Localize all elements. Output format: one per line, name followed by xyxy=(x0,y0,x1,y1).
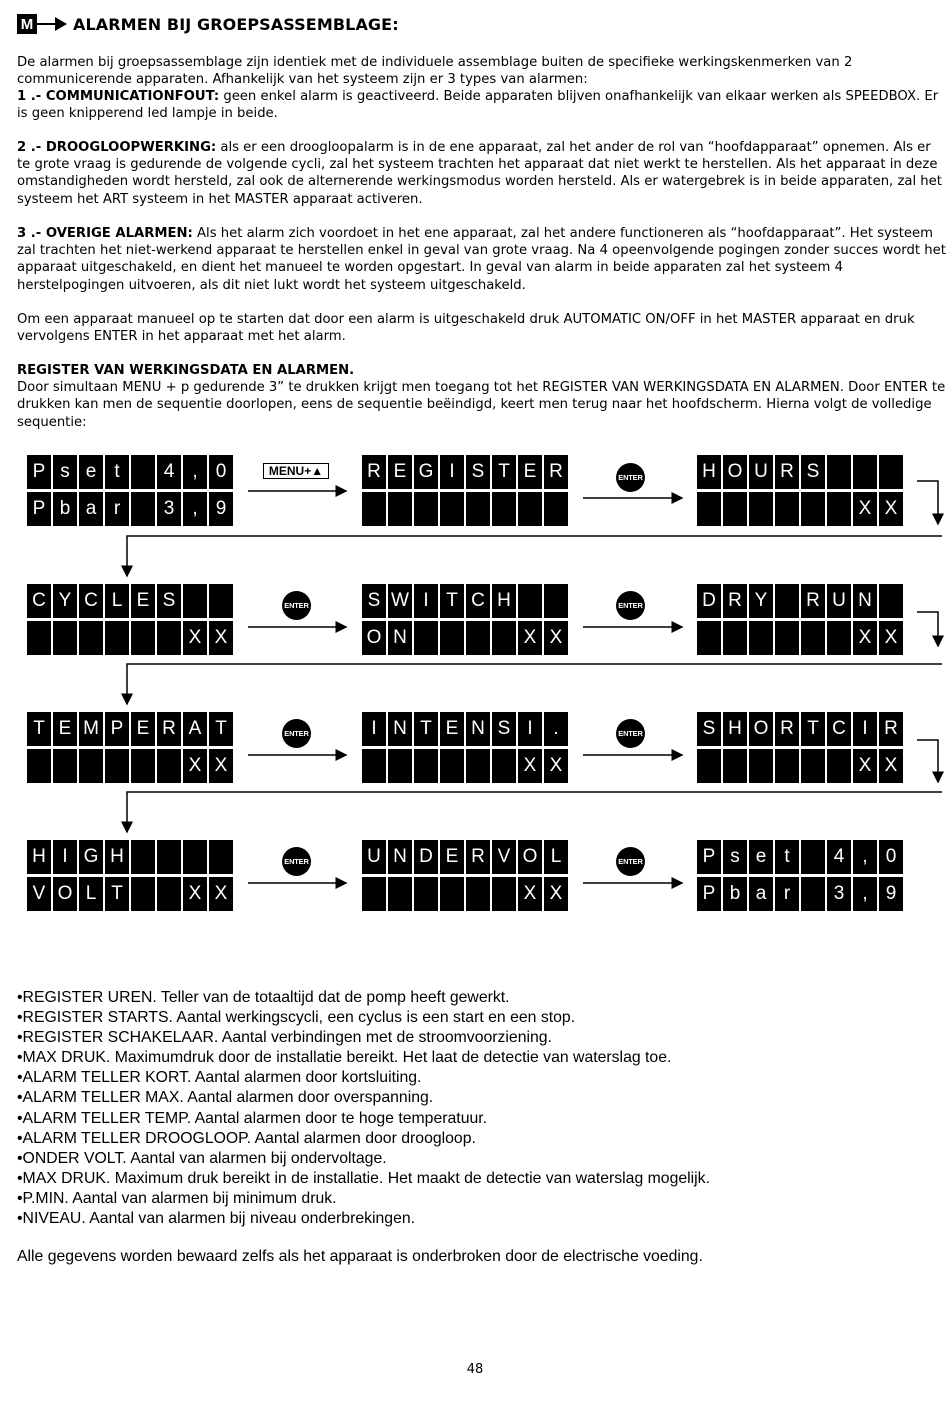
lcd-cell: 4 xyxy=(827,840,853,877)
lcd-cell: N xyxy=(853,584,879,621)
lcd-cell: O xyxy=(723,455,749,492)
lcd-cell: W xyxy=(388,584,414,621)
lcd-cell: I xyxy=(518,712,544,749)
lcd-cell: 3 xyxy=(827,877,853,914)
lcd-cell: U xyxy=(362,840,388,877)
lcd-cell: O xyxy=(518,840,544,877)
lcd-cell: X xyxy=(879,621,905,658)
lcd-cell: e xyxy=(79,455,105,492)
lcd-cell: U xyxy=(827,584,853,621)
lcd-cell: 0 xyxy=(209,455,235,492)
list-item: •REGISTER SCHAKELAAR. Aantal verbindingen met de stroomvoorziening. xyxy=(17,1029,552,1047)
lcd-cell: E xyxy=(131,712,157,749)
lcd-cell: t xyxy=(775,840,801,877)
section-title: ALARMEN BIJ GROEPSASSEMBLAGE: xyxy=(73,14,399,34)
lcd-cell: I xyxy=(414,584,440,621)
lcd-cell: T xyxy=(105,877,131,914)
alarm-item-text: als er een droogloopalarm is in de ene apparaat, zal het ander de rol van “hoofdapparaat” opnemen. Als er te grote vraag is gedurende de volgende cycli, zal het systeem trachten het apparaat dat niet werkt te herstellen. Als het apparaat in deze omstandigheden wordt hersteld, zal ook de alternerende werkingsmodus worden hersteld. Als er watergebrek is in beide apparaten, zal het systeem het ART systeem in het MASTER apparaat activeren. xyxy=(17,140,942,207)
lcd-cell: t xyxy=(105,455,131,492)
lcd-cell: N xyxy=(388,840,414,877)
lcd-cell: L xyxy=(105,584,131,621)
intro-paragraph: De alarmen bij groepsassemblage zijn identiek met de individuele assemblage buiten de specifieke werkingskenmerken van 2 communicerende apparaten. Afhankelijk van het systeem zijn er 3 types van alarmen: xyxy=(17,55,853,88)
lcd-cell: E xyxy=(53,712,79,749)
lcd-cell: a xyxy=(749,877,775,914)
arrow-line xyxy=(917,612,938,646)
lcd-cell: I xyxy=(440,455,466,492)
restart-paragraph: Om een apparaat manueel op te starten dat door een alarm is uitgeschakeld druk AUTOMATIC ON/OFF in het MASTER apparaat en druk vervolgens ENTER in het apparaat met het alarm. xyxy=(17,312,915,345)
menu-up-button: MENU+▲ xyxy=(263,463,329,479)
list-item: •ALARM TELLER KORT. Aantal alarmen door kortsluiting. xyxy=(17,1069,422,1087)
lcd-cell: V xyxy=(492,840,518,877)
lcd-cell: O xyxy=(749,712,775,749)
lcd-cell: R xyxy=(801,584,827,621)
lcd-cell: r xyxy=(105,492,131,529)
lcd-cell: b xyxy=(53,492,79,529)
lcd-cell: S xyxy=(466,455,492,492)
lcd-cell: T xyxy=(440,584,466,621)
lcd-cell: R xyxy=(879,712,905,749)
section-badge: M xyxy=(17,14,37,34)
lcd-cell: C xyxy=(827,712,853,749)
lcd-cell: H xyxy=(492,584,518,621)
lcd-cell: O xyxy=(53,877,79,914)
lcd-cell: S xyxy=(697,712,723,749)
lcd-cell: s xyxy=(53,455,79,492)
alarm-item-label: 3 .- OVERIGE ALARMEN: xyxy=(17,226,193,241)
lcd-cell: R xyxy=(157,712,183,749)
lcd-cell: H xyxy=(723,712,749,749)
lcd-cell: X xyxy=(544,877,570,914)
lcd-cell: X xyxy=(183,749,209,786)
lcd-cell: I xyxy=(53,840,79,877)
enter-button-icon: ENTER xyxy=(616,847,645,876)
lcd-cell: R xyxy=(466,840,492,877)
lcd-cell: E xyxy=(518,455,544,492)
lcd-cell: X xyxy=(853,749,879,786)
lcd-cell: e xyxy=(749,840,775,877)
list-item: •MAX DRUK. Maximum druk bereikt in de installatie. Het maakt de detectie van waterslag mogelijk. xyxy=(17,1169,710,1187)
lcd-cell: H xyxy=(27,840,53,877)
lcd-cell: X xyxy=(879,492,905,529)
list-item: •REGISTER STARTS. Aantal werkingscycli, een cyclus is een start en een stop. xyxy=(17,1009,576,1027)
list-item: •ONDER VOLT. Aantal van alarmen bij ondervoltage. xyxy=(17,1149,387,1167)
lcd-cell: X xyxy=(518,749,544,786)
arrow-line xyxy=(917,481,938,524)
lcd-cell: I xyxy=(853,712,879,749)
lcd-cell: X xyxy=(209,621,235,658)
alarm-item-text: Als het alarm zich voordoet in het ene apparaat, zal het andere functioneren als “hoofdapparaat”. Het systeem zal trachten het niet-werkend apparaat te herstellen enkel in geval van grote vraag. Na 4 opeenvolgende pogingen zonder succes wordt het apparaat uitgeschakeld, en dient het manueel te worden opgestart. In geval van alarm in beide apparaten zal het systeem 4 herstelpogingen uitvoeren, als dit niet lukt wordt het systeem uitgeschakeld. xyxy=(17,226,946,293)
closing-paragraph: Alle gegevens worden bewaard zelfs als het apparaat is onderbroken door de electrische voeding. xyxy=(17,1248,703,1265)
lcd-cell: 0 xyxy=(879,840,905,877)
lcd-cell: P xyxy=(27,492,53,529)
lcd-cell: S xyxy=(801,455,827,492)
lcd-cell: H xyxy=(105,840,131,877)
lcd-cell: S xyxy=(157,584,183,621)
lcd-cell: P xyxy=(697,877,723,914)
lcd-cell: T xyxy=(414,712,440,749)
lcd-cell: X xyxy=(544,621,570,658)
lcd-cell: G xyxy=(414,455,440,492)
lcd-cell: L xyxy=(544,840,570,877)
enter-button-icon: ENTER xyxy=(616,719,645,748)
lcd-cell: 3 xyxy=(157,492,183,529)
enter-button-icon: ENTER xyxy=(616,463,645,492)
lcd-cell: X xyxy=(209,749,235,786)
enter-button-icon: ENTER xyxy=(282,591,311,620)
lcd-cell: A xyxy=(183,712,209,749)
lcd-cell: T xyxy=(801,712,827,749)
lcd-cell: X xyxy=(518,621,544,658)
lcd-cell: X xyxy=(209,877,235,914)
lcd-cell: H xyxy=(697,455,723,492)
lcd-cell: M xyxy=(79,712,105,749)
lcd-cell: D xyxy=(414,840,440,877)
list-item: •ALARM TELLER DROOGLOOP. Aantal alarmen door droogloop. xyxy=(17,1129,476,1147)
lcd-cell: R xyxy=(775,712,801,749)
enter-button-icon: ENTER xyxy=(282,719,311,748)
lcd-cell: , xyxy=(183,492,209,529)
lcd-cell: T xyxy=(492,455,518,492)
lcd-cell: R xyxy=(775,455,801,492)
enter-button-icon: ENTER xyxy=(616,591,645,620)
lcd-cell: E xyxy=(440,712,466,749)
lcd-cell: S xyxy=(362,584,388,621)
lcd-cell: . xyxy=(544,712,570,749)
lcd-cell: 9 xyxy=(209,492,235,529)
lcd-cell: S xyxy=(492,712,518,749)
lcd-cell: E xyxy=(388,455,414,492)
lcd-cell: G xyxy=(79,840,105,877)
lcd-cell: T xyxy=(209,712,235,749)
lcd-cell: , xyxy=(183,455,209,492)
lcd-cell: r xyxy=(775,877,801,914)
lcd-cell: b xyxy=(723,877,749,914)
lcd-cell: P xyxy=(27,455,53,492)
lcd-cell: N xyxy=(388,712,414,749)
lcd-cell: X xyxy=(544,749,570,786)
lcd-cell: X xyxy=(879,749,905,786)
lcd-cell: Y xyxy=(749,584,775,621)
alarm-item-label: 2 .- DROOGLOOPWERKING: xyxy=(17,140,217,155)
arrow-line xyxy=(127,664,942,704)
lcd-cell: 9 xyxy=(879,877,905,914)
list-item: •NIVEAU. Aantal van alarmen bij niveau onderbrekingen. xyxy=(17,1210,416,1228)
alarm-item-text: geen enkel alarm is geactiveerd. Beide apparaten blijven onafhankelijk van elkaar werken als SPEEDBOX. Er is geen knipperend led lampje in beide. xyxy=(17,89,939,122)
lcd-cell: C xyxy=(27,584,53,621)
lcd-cell: R xyxy=(723,584,749,621)
alarm-item-label: 1 .- COMMUNICATIONFOUT: xyxy=(17,89,220,104)
lcd-cell: X xyxy=(853,492,879,529)
lcd-cell: X xyxy=(853,621,879,658)
lcd-cell: R xyxy=(362,455,388,492)
enter-button-icon: ENTER xyxy=(282,847,311,876)
lcd-cell: V xyxy=(27,877,53,914)
lcd-cell: X xyxy=(183,621,209,658)
register-list xyxy=(17,988,710,1229)
lcd-cell: R xyxy=(544,455,570,492)
lcd-cell: E xyxy=(131,584,157,621)
register-paragraph: Door simultaan MENU + p gedurende 3” te drukken krijgt men toegang tot het REGISTER VAN WERKINGSDATA EN ALARMEN. Door ENTER te drukken kan men de sequentie doorlopen, eens de sequentie beëindigd, keert men terug naar het hoofdscherm. Hierna volgt de volledige sequentie: xyxy=(17,380,946,430)
lcd-cell: L xyxy=(79,877,105,914)
lcd-cell: O xyxy=(362,621,388,658)
lcd-cell: Y xyxy=(53,584,79,621)
lcd-cell: , xyxy=(853,840,879,877)
list-item: •P.MIN. Aantal van alarmen bij minimum druk. xyxy=(17,1189,337,1207)
lcd-cell: D xyxy=(697,584,723,621)
list-item: •ALARM TELLER MAX. Aantal alarmen door overspanning. xyxy=(17,1089,434,1107)
lcd-cell: , xyxy=(853,877,879,914)
lcd-cell: 4 xyxy=(157,455,183,492)
arrow-line xyxy=(127,792,942,832)
lcd-cell: P xyxy=(105,712,131,749)
lcd-cell: P xyxy=(697,840,723,877)
lcd-cell: X xyxy=(183,877,209,914)
lcd-cell: N xyxy=(466,712,492,749)
lcd-cell: T xyxy=(27,712,53,749)
lcd-cell: s xyxy=(723,840,749,877)
lcd-cell: a xyxy=(79,492,105,529)
page-number: 48 xyxy=(466,1362,484,1377)
list-item: •MAX DRUK. Maximumdruk door de installatie bereikt. Het laat de detectie van waterslag toe. xyxy=(17,1049,672,1067)
list-item: •ALARM TELLER TEMP. Aantal alarmen door te hoge temperatuur. xyxy=(17,1109,488,1127)
lcd-cell: C xyxy=(466,584,492,621)
lcd-cell: N xyxy=(388,621,414,658)
list-item: •REGISTER UREN. Teller van de totaaltijd dat de pomp heeft gewerkt. xyxy=(17,989,510,1006)
arrow-line xyxy=(917,740,938,782)
lcd-cell: X xyxy=(518,877,544,914)
register-heading: REGISTER VAN WERKINGSDATA EN ALARMEN. xyxy=(17,363,355,378)
lcd-cell: U xyxy=(749,455,775,492)
lcd-cell: E xyxy=(440,840,466,877)
arrow-line xyxy=(127,536,942,576)
lcd-cell: I xyxy=(362,712,388,749)
lcd-cell: C xyxy=(79,584,105,621)
